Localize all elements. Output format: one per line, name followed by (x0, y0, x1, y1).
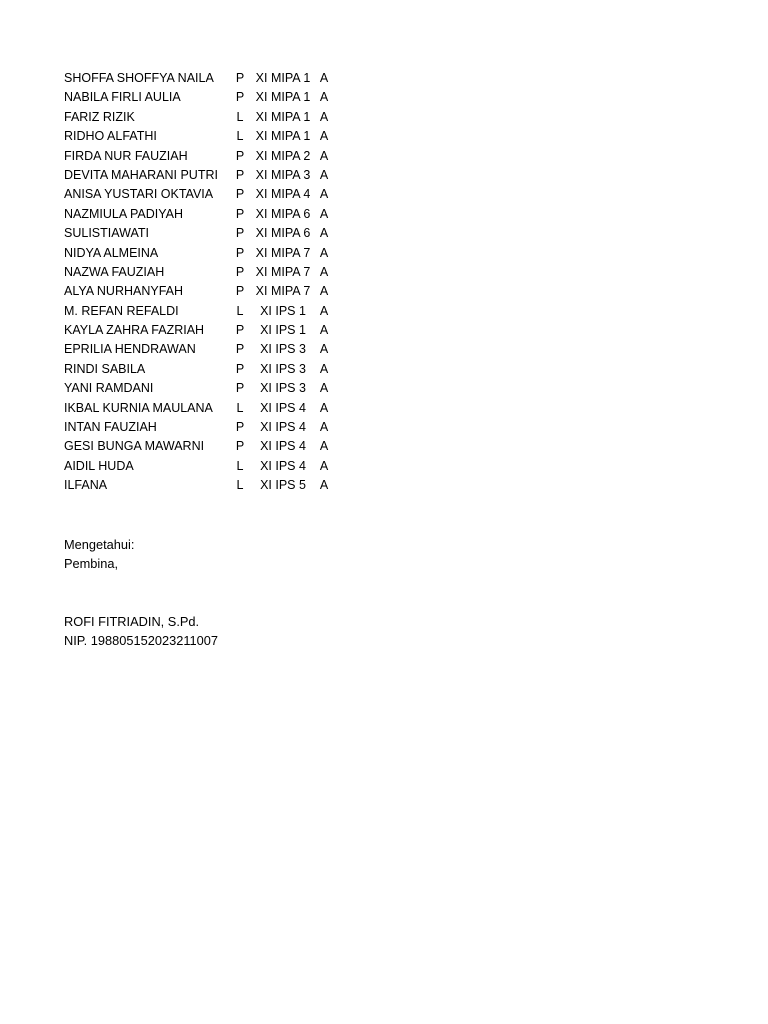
member-class: XI MIPA 6 (255, 206, 311, 221)
member-class: XI MIPA 3 (255, 167, 311, 182)
member-status: A (319, 245, 329, 260)
member-status: A (319, 478, 329, 493)
member-class: XI IPS 3 (260, 342, 306, 357)
roster-row (64, 224, 354, 243)
member-status: A (319, 361, 329, 376)
member-class: XI IPS 5 (260, 478, 306, 493)
member-gender: L (236, 303, 244, 318)
member-name: EPRILIA HENDRAWAN (64, 342, 196, 357)
member-status: A (319, 187, 329, 202)
member-class: XI MIPA 1 (255, 71, 311, 85)
member-name: FARIZ RIZIK (64, 109, 135, 124)
member-class: XI MIPA 1 (255, 109, 311, 124)
member-roster (64, 69, 354, 496)
member-status: A (319, 148, 329, 163)
roster-row (64, 321, 354, 340)
roster-row (64, 360, 354, 379)
member-class: XI MIPA 7 (255, 245, 311, 260)
member-status: A (319, 323, 329, 338)
member-gender: P (235, 381, 245, 396)
member-class: XI IPS 3 (260, 381, 306, 396)
member-status: A (319, 167, 329, 182)
member-name: NIDYA ALMEINA (64, 245, 159, 260)
signature-space (64, 573, 218, 613)
signer-name: ROFI FITRIADIN, S.Pd. (64, 614, 200, 629)
roster-row (64, 244, 354, 263)
member-gender: P (235, 167, 245, 182)
member-class: XI IPS 4 (260, 439, 306, 454)
member-gender: P (235, 284, 245, 299)
member-status: A (319, 303, 329, 318)
member-class: XI MIPA 1 (255, 90, 311, 105)
member-name: M. REFAN REFALDI (64, 303, 179, 318)
roster-row (64, 69, 354, 88)
member-class: XI MIPA 6 (255, 226, 311, 241)
member-name: SHOFFA SHOFFYA NAILA (64, 71, 214, 85)
member-name: INTAN FAUZIAH (64, 420, 157, 435)
roster-row (64, 457, 354, 476)
member-gender: P (235, 323, 245, 338)
member-name: GESI BUNGA MAWARNI (64, 439, 205, 454)
member-class: XI IPS 1 (260, 323, 306, 338)
member-status: A (319, 400, 329, 415)
signature-block (64, 536, 218, 650)
member-status: A (319, 342, 329, 357)
roster-row (64, 166, 354, 185)
roster-row (64, 263, 354, 282)
member-status: A (319, 90, 329, 105)
member-status: A (319, 439, 329, 454)
member-class: XI IPS 4 (260, 400, 306, 415)
member-name: NAZMIULA PADIYAH (64, 206, 184, 221)
member-name: SULISTIAWATI (64, 226, 149, 241)
member-status: A (319, 420, 329, 435)
member-class: XI MIPA 1 (255, 129, 311, 144)
member-name: RIDHO ALFATHI (64, 129, 157, 144)
member-gender: P (235, 206, 245, 221)
roster-row (64, 399, 354, 418)
member-status: A (319, 284, 329, 299)
member-gender: P (235, 264, 245, 279)
member-class: XI MIPA 7 (255, 264, 311, 279)
member-gender: L (236, 400, 244, 415)
signer-role: Pembina, (64, 555, 119, 571)
member-gender: L (236, 129, 244, 144)
member-name: YANI RAMDANI (64, 381, 154, 396)
member-gender: P (235, 148, 245, 163)
member-class: XI IPS 4 (260, 458, 306, 473)
member-status: A (319, 109, 329, 124)
member-name: FIRDA NUR FAUZIAH (64, 148, 188, 163)
member-class: XI MIPA 2 (255, 148, 311, 163)
member-gender: P (235, 420, 245, 435)
member-status: A (319, 71, 329, 85)
member-name: IKBAL KURNIA MAULANA (64, 400, 213, 415)
roster-row (64, 476, 354, 495)
roster-row (64, 340, 354, 359)
member-status: A (319, 226, 329, 241)
member-gender: L (236, 109, 244, 124)
roster-row (64, 147, 354, 166)
member-status: A (319, 458, 329, 473)
member-status: A (319, 264, 329, 279)
member-name: ANISA YUSTARI OKTAVIA (64, 187, 214, 202)
member-name: KAYLA ZAHRA FAZRIAH (64, 323, 205, 338)
member-gender: P (235, 342, 245, 357)
member-class: XI IPS 3 (260, 361, 306, 376)
member-class: XI IPS 1 (260, 303, 306, 318)
member-gender: P (235, 90, 245, 105)
member-name: NABILA FIRLI AULIA (64, 90, 181, 105)
roster-row (64, 88, 354, 107)
member-name: DEVITA MAHARANI PUTRI (64, 167, 218, 182)
roster-row (64, 302, 354, 321)
member-gender: P (235, 187, 245, 202)
roster-row (64, 127, 354, 146)
member-gender: P (235, 226, 245, 241)
roster-row (64, 108, 354, 127)
member-gender: P (235, 245, 245, 260)
member-name: AIDIL HUDA (64, 458, 134, 473)
member-gender: P (235, 439, 245, 454)
member-name: RINDI SABILA (64, 361, 146, 376)
member-class: XI MIPA 7 (255, 284, 311, 299)
member-gender: P (235, 361, 245, 376)
roster-row (64, 418, 354, 437)
member-gender: P (235, 71, 245, 85)
member-name: ALYA NURHANYFAH (64, 284, 184, 299)
signer-nip: NIP. 198805152023211007 (64, 632, 218, 648)
roster-row (64, 282, 354, 301)
member-status: A (319, 129, 329, 144)
roster-row (64, 379, 354, 398)
roster-row (64, 437, 354, 456)
acknowledged-label: Mengetahui: (64, 537, 135, 552)
roster-row (64, 205, 354, 224)
member-name: ILFANA (64, 478, 108, 493)
member-status: A (319, 381, 329, 396)
member-gender: L (236, 478, 244, 493)
member-status: A (319, 206, 329, 221)
member-class: XI IPS 4 (260, 420, 306, 435)
member-name: NAZWA FAUZIAH (64, 264, 165, 279)
roster-row (64, 185, 354, 204)
member-class: XI MIPA 4 (255, 187, 311, 202)
member-gender: L (236, 458, 244, 473)
